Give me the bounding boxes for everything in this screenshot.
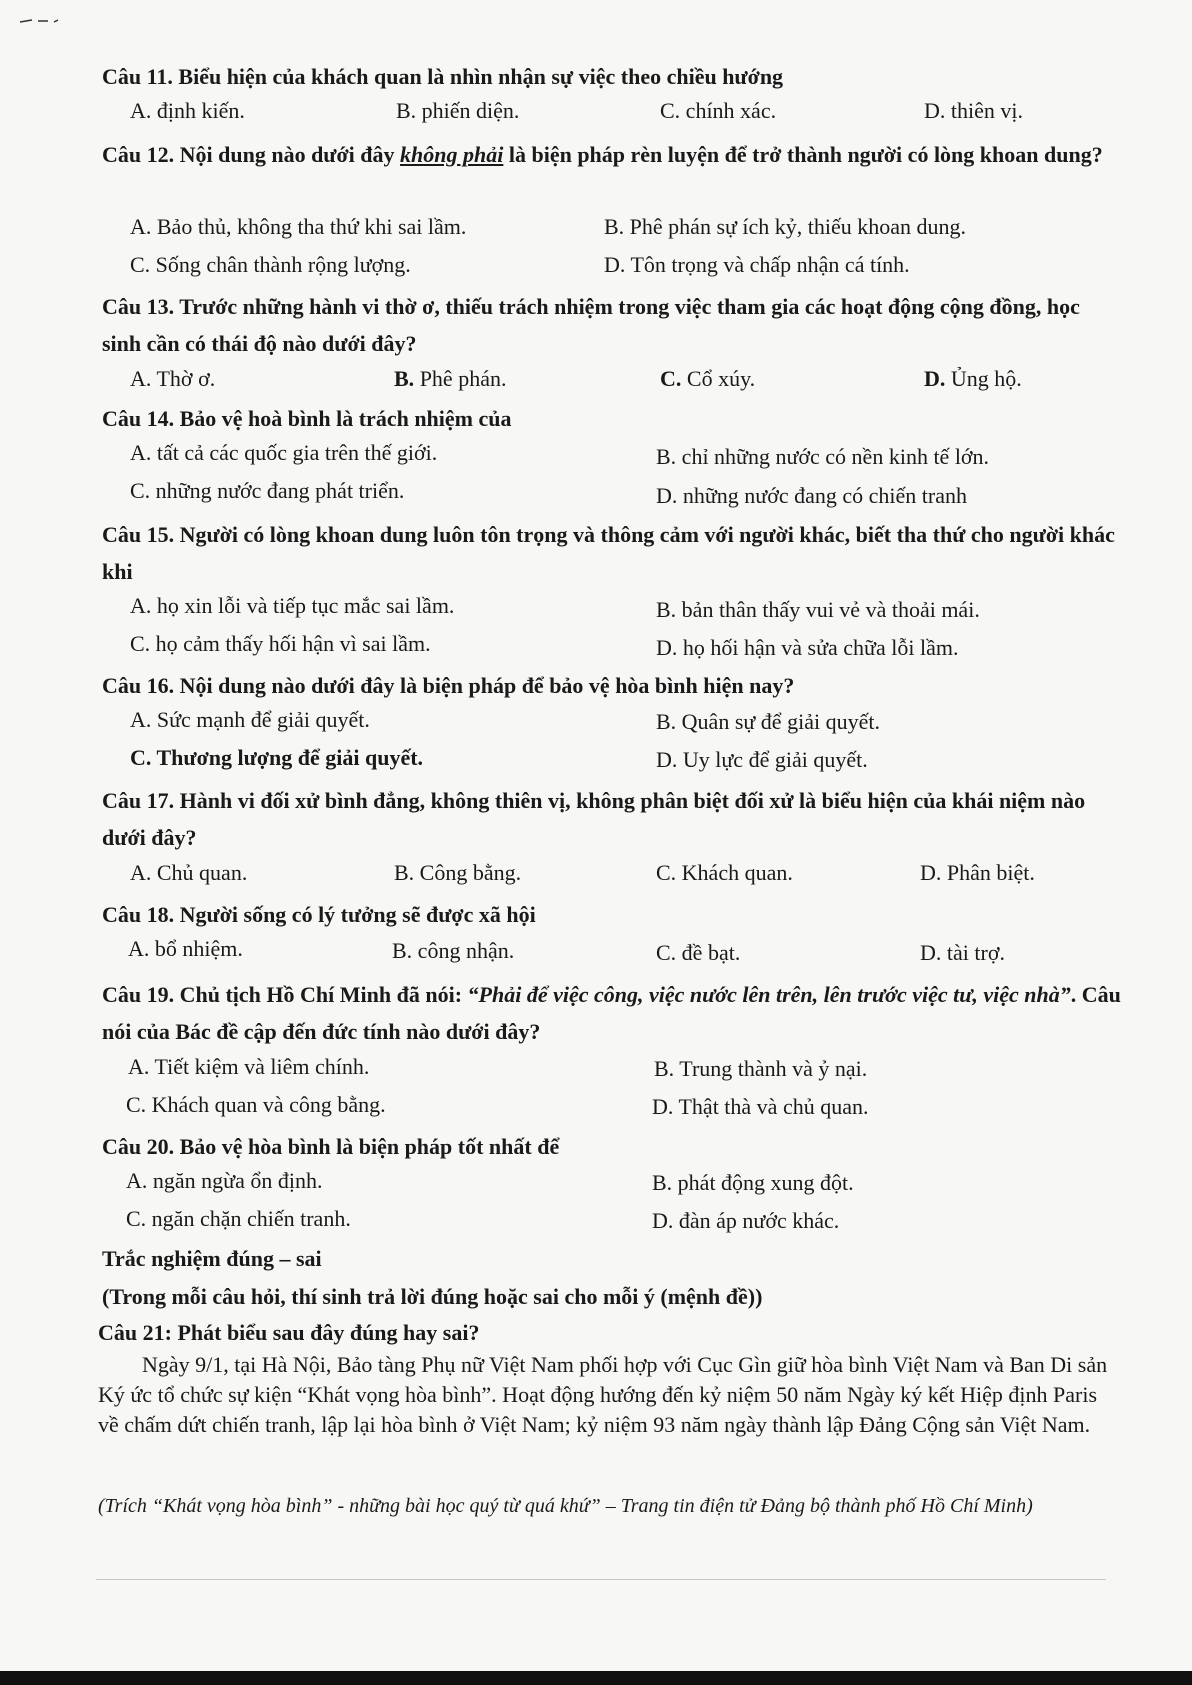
question-11-title: Câu 11. Biểu hiện của khách quan là nhìn nhận sự việc theo chiều hướng (102, 64, 784, 89)
question-18-option-b[interactable]: B. công nhận. (392, 938, 515, 963)
question-18-title: Câu 18. Người sống có lý tưởng sẽ được xã hội (102, 902, 536, 927)
question-21-title: Câu 21: Phát biểu sau đây đúng hay sai? (98, 1320, 480, 1345)
question-15-option-d[interactable]: D. họ hối hận và sửa chữa lỗi lầm. (656, 635, 959, 660)
question-14-title: Câu 14. Bảo vệ hoà bình là trách nhiệm của (102, 406, 512, 431)
question-14-option-b[interactable]: B. chỉ những nước có nền kinh tế lớn. (656, 444, 990, 469)
question-12-option-b[interactable]: B. Phê phán sự ích kỷ, thiếu khoan dung. (604, 214, 967, 239)
question-18-option-d[interactable]: D. tài trợ. (920, 940, 1005, 965)
scan-edge-bar (0, 1671, 1192, 1685)
question-18-option-a[interactable]: A. bổ nhiệm. (128, 936, 243, 961)
question-17-option-b[interactable]: B. Công bằng. (394, 860, 522, 885)
question-15-option-a[interactable]: A. họ xin lỗi và tiếp tục mắc sai lầm. (130, 593, 455, 618)
question-21-source: (Trích “Khát vọng hòa bình” - những bài học quý từ quá khứ” – Trang tin điện tử Đảng bộ thành phố Hồ Chí Minh) (98, 1495, 1033, 1517)
question-13-option-d[interactable]: D. Ủng hộ. (924, 366, 1022, 391)
question-20-option-c[interactable]: C. ngăn chặn chiến tranh. (126, 1206, 351, 1231)
question-15-option-c[interactable]: C. họ cảm thấy hối hận vì sai lầm. (130, 631, 431, 656)
emphasis-text: không phải (400, 142, 504, 167)
question-16-option-c[interactable]: C. Thương lượng để giải quyết. (130, 745, 424, 770)
question-19-title: Câu 19. Chủ tịch Hồ Chí Minh đã nói: “Phải để việc công, việc nước lên trên, lên trước việc tư, việc nhà”. Câu nói của Bác đề cập đến đức tính nào dưới đây? (102, 982, 1121, 1044)
question-11-option-b[interactable]: B. phiến diện. (396, 98, 520, 123)
question-13-title: Câu 13. Trước những hành vi thờ ơ, thiếu trách nhiệm trong việc tham gia các hoạt động cộng đồng, học sinh cần có thái độ nào dưới đây? (102, 294, 1080, 356)
question-17-option-d[interactable]: D. Phân biệt. (920, 860, 1035, 885)
question-13-option-b[interactable]: B. Phê phán. (394, 366, 507, 391)
question-15-option-b[interactable]: B. bản thân thấy vui vẻ và thoải mái. (656, 597, 980, 622)
question-11-option-a[interactable]: A. định kiến. (130, 98, 245, 123)
section-heading: Trắc nghiệm đúng – sai (102, 1246, 322, 1271)
question-14-option-c[interactable]: C. những nước đang phát triển. (130, 478, 405, 503)
question-13-option-c[interactable]: C. Cổ xúy. (660, 366, 756, 391)
question-16-option-d[interactable]: D. Uy lực để giải quyết. (656, 747, 868, 772)
question-16-title: Câu 16. Nội dung nào dưới đây là biện pháp để bảo vệ hòa bình hiện nay? (102, 673, 795, 698)
question-12-option-c[interactable]: C. Sống chân thành rộng lượng. (130, 252, 411, 277)
question-12-option-a[interactable]: A. Bảo thủ, không tha thứ khi sai lầm. (130, 214, 467, 239)
question-20-title: Câu 20. Bảo vệ hòa bình là biện pháp tốt nhất để (102, 1134, 560, 1159)
question-11-option-c[interactable]: C. chính xác. (660, 98, 777, 123)
question-19-option-b[interactable]: B. Trung thành và ỷ nại. (654, 1056, 868, 1081)
question-18-option-c[interactable]: C. đề bạt. (656, 940, 741, 965)
question-16-option-a[interactable]: A. Sức mạnh để giải quyết. (130, 707, 370, 732)
question-20-option-d[interactable]: D. đàn áp nước khác. (652, 1208, 840, 1233)
question-19-option-a[interactable]: A. Tiết kiệm và liêm chính. (128, 1054, 370, 1079)
question-19-option-d[interactable]: D. Thật thà và chủ quan. (652, 1094, 869, 1119)
question-19-option-c[interactable]: C. Khách quan và công bằng. (126, 1092, 386, 1117)
question-15-title: Câu 15. Người có lòng khoan dung luôn tôn trọng và thông cảm với người khác, biết tha thứ cho người khác khi (102, 522, 1115, 584)
question-14-option-a[interactable]: A. tất cả các quốc gia trên thế giới. (130, 440, 438, 465)
scan-mark-icon (18, 18, 78, 24)
question-20-option-a[interactable]: A. ngăn ngừa ổn định. (126, 1168, 323, 1193)
question-20-option-b[interactable]: B. phát động xung đột. (652, 1170, 854, 1195)
question-14-option-d[interactable]: D. những nước đang có chiến tranh (656, 483, 968, 508)
question-16-option-b[interactable]: B. Quân sự để giải quyết. (656, 709, 880, 734)
question-17-option-c[interactable]: C. Khách quan. (656, 860, 793, 885)
question-17-title: Câu 17. Hành vi đối xử bình đẳng, không thiên vị, không phân biệt đối xử là biểu hiện của khái niệm nào dưới đây? (102, 788, 1086, 850)
question-11-option-d[interactable]: D. thiên vị. (924, 98, 1023, 123)
divider-line (96, 1579, 1106, 1580)
question-12-title: Câu 12. Nội dung nào dưới đây không phải là biện pháp rèn luyện để trở thành người có lòng khoan dung? (102, 142, 1103, 167)
section-instruction: (Trong mỗi câu hỏi, thí sinh trả lời đúng hoặc sai cho mỗi ý (mệnh đề)) (102, 1284, 763, 1309)
quote-text: “Phải để việc công, việc nước lên trên, lên trước việc tư, việc nhà” (467, 982, 1071, 1007)
question-13-option-a[interactable]: A. Thờ ơ. (130, 366, 216, 391)
question-17-option-a[interactable]: A. Chủ quan. (130, 860, 248, 885)
question-12-option-d[interactable]: D. Tôn trọng và chấp nhận cá tính. (604, 252, 910, 277)
question-21-paragraph: Ngày 9/1, tại Hà Nội, Bảo tàng Phụ nữ Việt Nam phối hợp với Cục Gìn giữ hòa bình Việt Nam và Ban Di sản Ký ức tổ chức sự kiện “Khát vọng hòa bình”. Hoạt động hướng đến kỷ niệm 50 năm Ngày ký kết Hiệp định Paris về chấm dứt chiến tranh, lập lại hòa bình ở Việt Nam; kỷ niệm 93 năm ngày thành lập Đảng Cộng sản Việt Nam. (98, 1352, 1108, 1437)
